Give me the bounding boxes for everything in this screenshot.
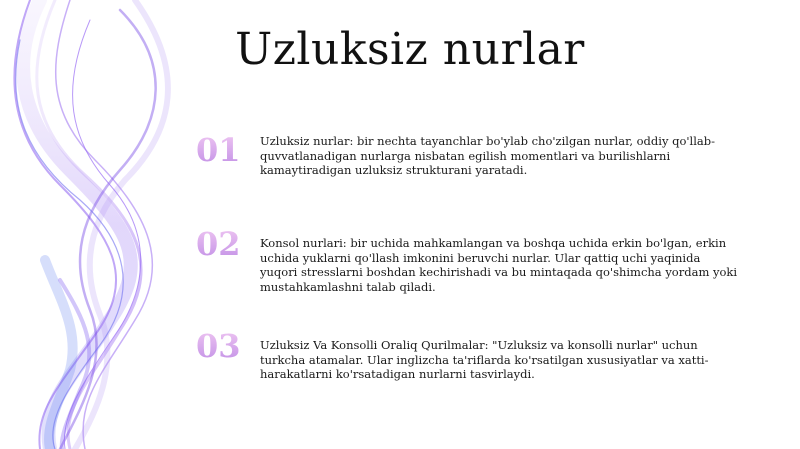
item-text: Uzluksiz nurlar: bir nechta tayanchlar bo'ylab cho'zilgan nurlar, oddiy qo'llab-quvvatlanadigan nurlarga nisbatan egilish momentlari va burilishlarni kamaytiradigan uzluksiz strukturani yaratadi. [260, 134, 716, 177]
item-text: Konsol nurlari: bir uchida mahkamlangan va boshqa uchida erkin bo'lgan, erkin uchida yuklarni qo'llash imkonini beruvchi nurlar. Ular qattiq uchi yaqinida yuqori stresslarni boshdan kechirishadi va bu mintaqada qo'shimcha yordam yoki mustahkamlashni talab qiladi. [260, 236, 738, 294]
purple-smoke-wave-icon [0, 0, 200, 449]
item-number: 01 [196, 131, 241, 169]
item-number: 03 [196, 327, 241, 365]
page-title: Uzluksiz nurlar [235, 24, 585, 75]
item-text: Uzluksiz Va Konsolli Oraliq Qurilmalar: "Uzluksiz va konsolli nurlar" uchun turkcha atamalar. Ular inglizcha ta'riflarda ko'rsatilgan xususiyatlar va xatti-harakatlarni ko'rsatadigan nurlarni tasvirlaydi. [260, 338, 709, 381]
item-number: 02 [196, 225, 241, 263]
